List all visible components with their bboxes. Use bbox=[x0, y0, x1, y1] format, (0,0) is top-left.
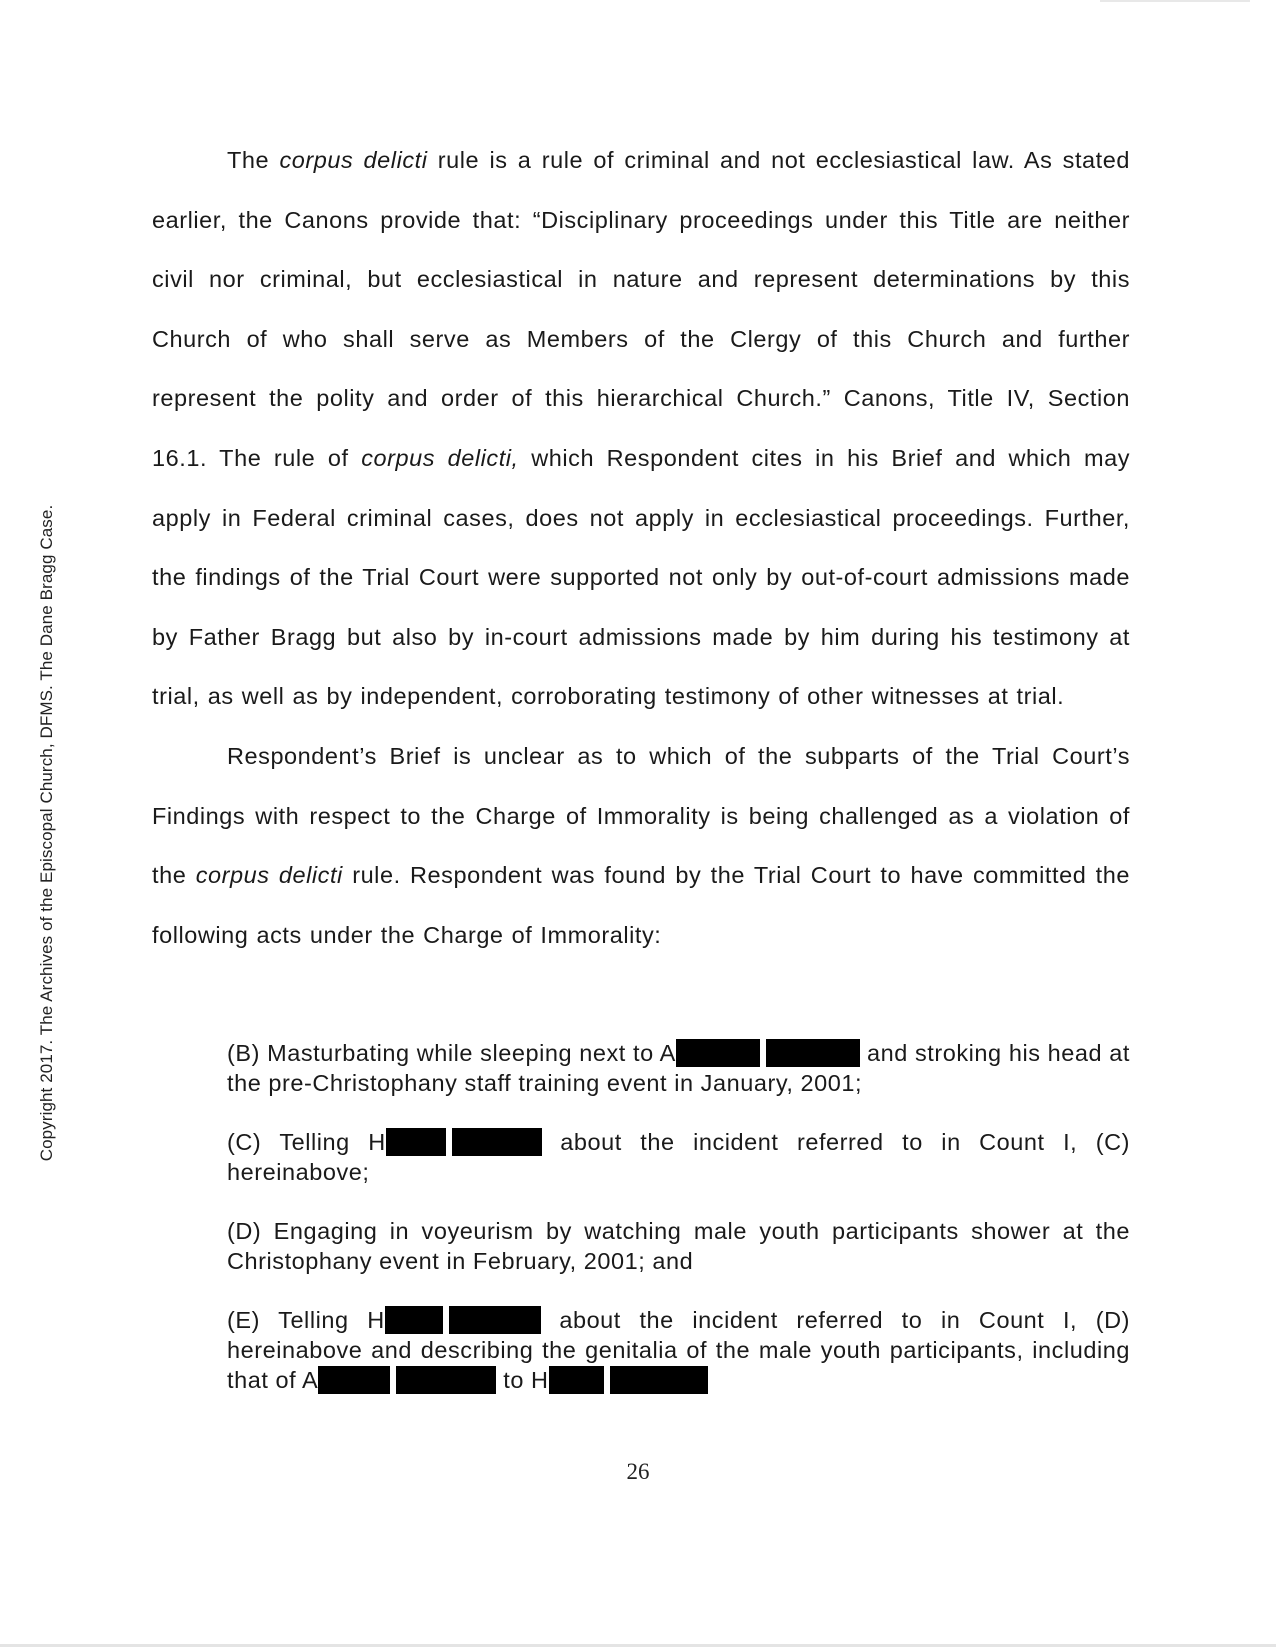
text-run: (B) Masturbating while sleeping next to A bbox=[227, 1040, 676, 1066]
text-run: Respondent’s Brief is unclear as to which of the subparts of the Trial Court’s Findings with respect to the Charge of Immorality is being challenged as a violation of the bbox=[152, 742, 1130, 889]
text-run: which Respondent cites in his Brief and which may apply in Federal criminal cases, does not apply in ecclesiastical proceedings. Further, the findings of the Trial Court were supported not only by out-of-court admissions made by Father Bragg but also by in-court admissions made by him during his testimony at trial, as well as by independent, corroborating testimony of other witnesses at trial. bbox=[152, 444, 1130, 710]
italic-term: corpus delicti, bbox=[361, 444, 519, 471]
body-text bbox=[152, 131, 1130, 965]
redaction-box bbox=[452, 1128, 542, 1156]
text-run: to H bbox=[496, 1367, 549, 1393]
text-run: (E) Telling H bbox=[227, 1307, 385, 1333]
findings-list bbox=[227, 1038, 1130, 1395]
text-run: about the incident referred to in Count I, (C) hereinabove; bbox=[227, 1129, 1130, 1185]
scan-edge-bottom bbox=[0, 1644, 1276, 1647]
paragraph-respondents-brief bbox=[152, 727, 1130, 965]
paragraph-corpus-delicti bbox=[152, 131, 1130, 727]
finding-d: (D) Engaging in voyeurism by watching male youth participants shower at the Christophany event in February, 2001; and bbox=[227, 1218, 1130, 1274]
text-run: (C) Telling H bbox=[227, 1129, 386, 1155]
italic-term: corpus delicti bbox=[195, 862, 343, 889]
redaction-box bbox=[676, 1039, 760, 1067]
copyright-notice: Copyright 2017. The Archives of the Episcopal Church, DFMS. The Dane Bragg Case. bbox=[37, 504, 56, 1162]
page-number: 26 bbox=[626, 1459, 650, 1484]
text-run: about the incident referred to in Count I, (D) hereinabove and describing the genitalia of the male youth participants, including that of A bbox=[227, 1307, 1130, 1393]
redaction-box bbox=[549, 1366, 604, 1394]
finding-b bbox=[227, 1038, 1130, 1098]
redaction-box bbox=[610, 1366, 708, 1394]
redaction-box bbox=[318, 1366, 390, 1394]
text-run: The bbox=[227, 147, 280, 173]
redaction-box bbox=[385, 1306, 443, 1334]
finding-e bbox=[227, 1305, 1130, 1395]
redaction-box bbox=[766, 1039, 860, 1067]
scan-edge-top bbox=[1100, 0, 1250, 2]
redaction-box bbox=[449, 1306, 541, 1334]
text-run: and stroking his head at the pre-Christophany staff training event in January, 2001; bbox=[227, 1040, 1130, 1096]
redaction-box bbox=[386, 1128, 446, 1156]
italic-term: corpus delicti bbox=[279, 147, 428, 173]
text-run: rule. Respondent was found by the Trial Court to have committed the following acts under the Charge of Immorality: bbox=[152, 862, 1130, 948]
finding-c bbox=[227, 1127, 1130, 1187]
redaction-box bbox=[396, 1366, 496, 1394]
text-run: rule is a rule of criminal and not ecclesiastical law. As stated earlier, the Canons provide that: “Disciplinary proceedings under this Title are neither civil nor criminal, but ecclesiastical in nature and represent determinations by this Church of who shall serve as Members of the Clergy of this Church and further represent the polity and order of this hierarchical Church.” Canons, Title IV, Section 16.1. The rule of bbox=[152, 147, 1130, 471]
